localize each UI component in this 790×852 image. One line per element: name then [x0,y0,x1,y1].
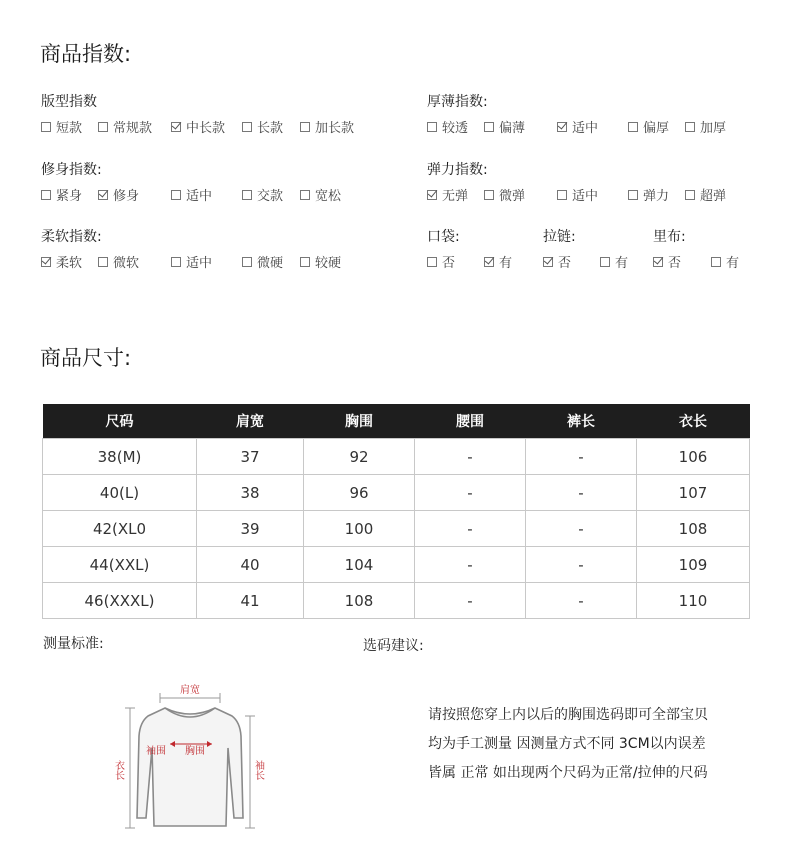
checkbox-icon [628,122,638,132]
option-label: 否 [442,256,456,271]
cell-size: 44(XXL) [43,547,197,583]
option-label: 长款 [257,121,284,136]
header-pants-length: 裤长 [526,404,637,439]
table-row [43,511,750,547]
option-medium-softness[interactable] [171,252,212,271]
option-extra-long[interactable] [300,117,354,136]
cell-length: 108 [637,511,750,547]
table-row [43,583,750,619]
option-label: 加长款 [315,121,355,136]
group-label-fit-length: 版型指数 [41,94,97,110]
measurement-diagram [110,678,270,838]
checkbox-icon [300,257,310,267]
option-thick[interactable] [628,117,669,136]
option-thin[interactable] [484,117,525,136]
option-label: 有 [615,256,629,271]
measure-title: 测量标准: [43,636,104,652]
option-soft[interactable] [41,252,82,271]
option-short[interactable] [41,117,82,136]
suggestion-line-3: 皆属 正常 如出现两个尺码为正常/拉伸的尺码 [428,765,708,781]
header-length: 衣长 [637,404,750,439]
table-row [43,547,750,583]
checkbox-icon [242,190,252,200]
option-label: 适中 [572,189,599,204]
checkbox-icon [600,257,610,267]
checkbox-icon [171,257,181,267]
checkbox-icon [242,257,252,267]
cell-waist: - [415,475,526,511]
option-mid-long[interactable] [171,117,225,136]
checkbox-icon [484,190,494,200]
option-no-stretch[interactable] [427,185,468,204]
checkbox-icon [41,190,51,200]
option-loose[interactable] [300,185,341,204]
checkbox-checked-icon [484,257,494,267]
option-regular[interactable] [98,117,152,136]
option-jiaokuan[interactable] [242,185,283,204]
checkbox-icon [628,190,638,200]
option-slim[interactable] [98,185,139,204]
cell-pants-length: - [526,583,637,619]
option-pocket-yes[interactable] [484,252,512,271]
table-row [43,439,750,475]
cell-size: 38(M) [43,439,197,475]
option-stiff[interactable] [300,252,341,271]
option-label: 偏厚 [643,121,670,136]
option-label: 超弹 [700,189,727,204]
cell-length: 106 [637,439,750,475]
header-size: 尺码 [43,404,197,439]
option-label: 交款 [257,189,284,204]
index-section-title: 商品指数: [40,42,132,66]
cell-size: 46(XXXL) [43,583,197,619]
option-pocket-no[interactable] [427,252,455,271]
group-label-elasticity: 弹力指数: [427,162,488,178]
checkbox-icon [427,257,437,267]
label-chest: 胸围 [185,746,205,757]
option-label: 紧身 [56,189,83,204]
option-lining-no[interactable] [653,252,681,271]
checkbox-checked-icon [427,190,437,200]
label-shoulder: 肩宽 [180,685,200,696]
option-slightly-soft[interactable] [98,252,139,271]
checkbox-checked-icon [171,122,181,132]
checkbox-icon [711,257,721,267]
group-label-lining: 里布: [653,229,686,245]
option-slight-stretch[interactable] [484,185,525,204]
group-label-pocket: 口袋: [427,229,460,245]
option-label: 微弹 [499,189,526,204]
suggestion-line-2: 均为手工测量 因测量方式不同 3CM以内误差 [428,736,706,752]
option-zipper-no[interactable] [543,252,571,271]
option-label: 微软 [113,256,140,271]
option-label: 否 [668,256,682,271]
option-label: 修身 [113,189,140,204]
checkbox-icon [171,190,181,200]
checkbox-icon [98,257,108,267]
table-row [43,475,750,511]
checkbox-checked-icon [543,257,553,267]
checkbox-icon [242,122,252,132]
option-label: 有 [499,256,513,271]
option-lining-yes[interactable] [711,252,739,271]
label-sleeve-length: 袖长 [252,760,264,780]
option-slightly-stiff[interactable] [242,252,283,271]
option-label: 较透 [442,121,469,136]
option-medium-stretch[interactable] [557,185,598,204]
option-super-stretch[interactable] [685,185,726,204]
cell-pants-length: - [526,511,637,547]
cell-pants-length: - [526,547,637,583]
group-label-softness: 柔软指数: [41,229,102,245]
header-chest: 胸围 [304,404,415,439]
group-label-zipper: 拉链: [543,229,576,245]
cell-shoulder: 39 [197,511,304,547]
cell-waist: - [415,547,526,583]
option-label: 柔软 [56,256,83,271]
option-label: 偏薄 [499,121,526,136]
sweater-silhouette [137,708,243,826]
checkbox-icon [300,190,310,200]
header-waist: 腰围 [415,404,526,439]
header-shoulder: 肩宽 [197,404,304,439]
option-sheer[interactable] [427,117,468,136]
option-label: 短款 [56,121,83,136]
cell-length: 110 [637,583,750,619]
cell-length: 109 [637,547,750,583]
option-label: 适中 [186,256,213,271]
option-label: 弹力 [643,189,670,204]
size-table [42,404,750,619]
option-extra-thick[interactable] [685,117,726,136]
checkbox-icon [300,122,310,132]
cell-shoulder: 40 [197,547,304,583]
group-label-slimness: 修身指数: [41,162,102,178]
label-length: 衣长 [112,760,124,780]
option-label: 中长款 [186,121,226,136]
cell-shoulder: 41 [197,583,304,619]
option-label: 否 [558,256,572,271]
checkbox-checked-icon [41,257,51,267]
cell-chest: 108 [304,583,415,619]
label-sleeve-inner: 袖围 [146,746,166,757]
suggestion-title: 选码建议: [363,638,424,654]
checkbox-icon [557,190,567,200]
cell-waist: - [415,583,526,619]
checkbox-checked-icon [557,122,567,132]
option-stretchy[interactable] [628,185,669,204]
checkbox-icon [484,122,494,132]
checkbox-icon [427,122,437,132]
option-label: 较硬 [315,256,342,271]
option-label: 适中 [572,121,599,136]
cell-shoulder: 38 [197,475,304,511]
size-section-title: 商品尺寸: [40,346,132,370]
table-header-row [43,404,750,439]
option-label: 有 [726,256,740,271]
cell-chest: 92 [304,439,415,475]
option-label: 无弹 [442,189,469,204]
option-label: 常规款 [113,121,153,136]
option-label: 加厚 [700,121,727,136]
option-label: 微硬 [257,256,284,271]
option-zipper-yes[interactable] [600,252,628,271]
cell-length: 107 [637,475,750,511]
cell-size: 40(L) [43,475,197,511]
checkbox-checked-icon [98,190,108,200]
cell-pants-length: - [526,439,637,475]
checkbox-icon [98,122,108,132]
option-medium-fit[interactable] [171,185,212,204]
checkbox-checked-icon [653,257,663,267]
option-label: 适中 [186,189,213,204]
checkbox-icon [41,122,51,132]
cell-chest: 96 [304,475,415,511]
option-tight[interactable] [41,185,82,204]
cell-pants-length: - [526,475,637,511]
group-label-thickness: 厚薄指数: [427,94,488,110]
checkbox-icon [685,190,695,200]
option-medium-thickness[interactable] [557,117,598,136]
cell-size: 42(XL0 [43,511,197,547]
checkbox-icon [685,122,695,132]
suggestion-line-1: 请按照您穿上内以后的胸围选码即可全部宝贝 [428,707,708,723]
cell-chest: 104 [304,547,415,583]
cell-waist: - [415,511,526,547]
cell-chest: 100 [304,511,415,547]
option-long[interactable] [242,117,283,136]
cell-shoulder: 37 [197,439,304,475]
cell-waist: - [415,439,526,475]
option-label: 宽松 [315,189,342,204]
